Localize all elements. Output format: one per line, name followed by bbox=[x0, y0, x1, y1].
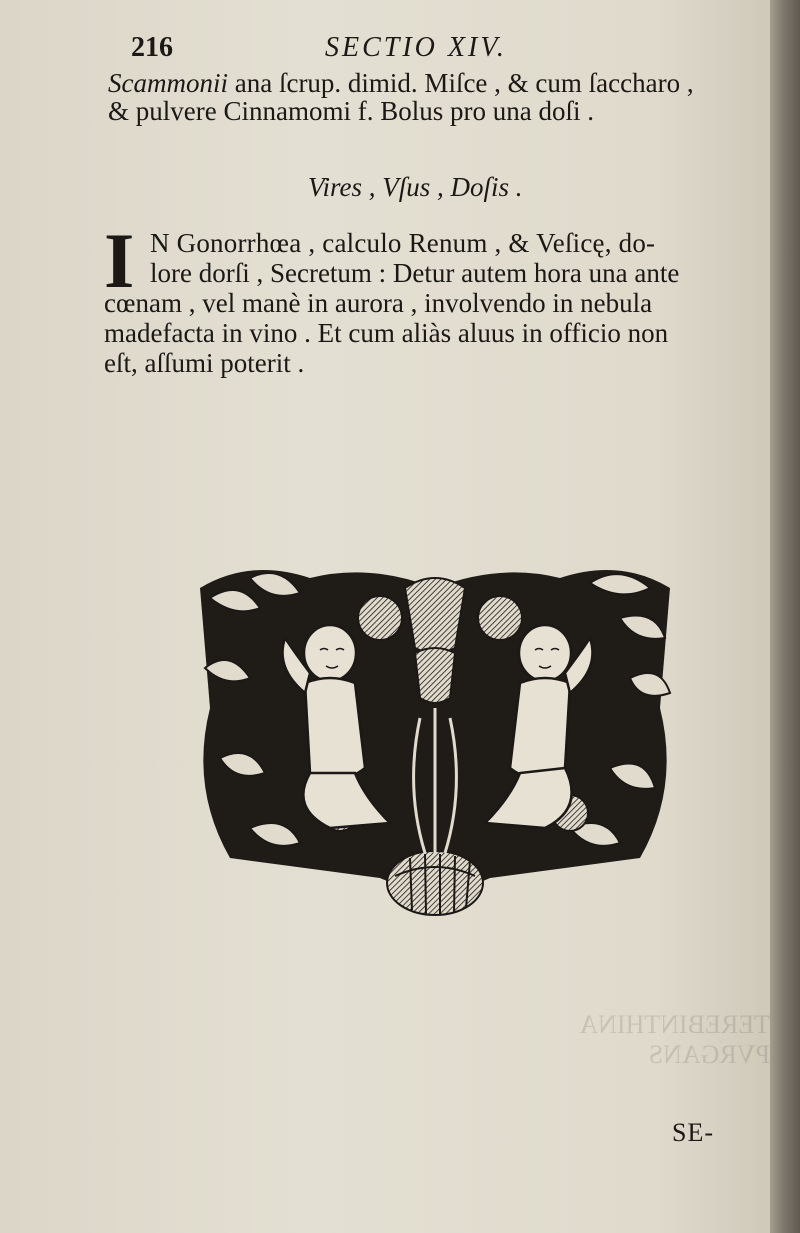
drop-cap: I bbox=[104, 217, 135, 304]
paragraph-line: eſt, aſſumi poterit . bbox=[104, 348, 305, 378]
show-through: TEREBINTHINA PVRGANS bbox=[580, 1010, 770, 1069]
page-number: 216 bbox=[131, 32, 173, 63]
book-gutter bbox=[770, 0, 800, 1233]
text-line-1: Scammonii ana ſcrup. dimid. Miſce , & cum ſaccharo , bbox=[108, 68, 694, 98]
running-title: SECTIO XIV. bbox=[325, 32, 507, 63]
paragraph-line: madefacta in vino . Et cum aliàs aluus in officio non bbox=[104, 318, 669, 348]
section-subheading: Vires , Vſus , Doſis . bbox=[308, 172, 523, 202]
catchword: SE- bbox=[672, 1118, 714, 1147]
text-line-2: & pulvere Cinnamomi f. Bolus pro una doſi . bbox=[108, 96, 594, 126]
paragraph-line: N Gonorrhœa , calculo Renum , & Veſicę, do- bbox=[150, 228, 656, 258]
woodcut-ornament-icon bbox=[190, 558, 680, 928]
paragraph-line: lore dorſi , Secretum : Detur autem hora una ante bbox=[150, 258, 680, 288]
page-header bbox=[115, 30, 750, 66]
paragraph-line: cœnam , vel manè in aurora , involvendo in nebula bbox=[104, 288, 653, 318]
